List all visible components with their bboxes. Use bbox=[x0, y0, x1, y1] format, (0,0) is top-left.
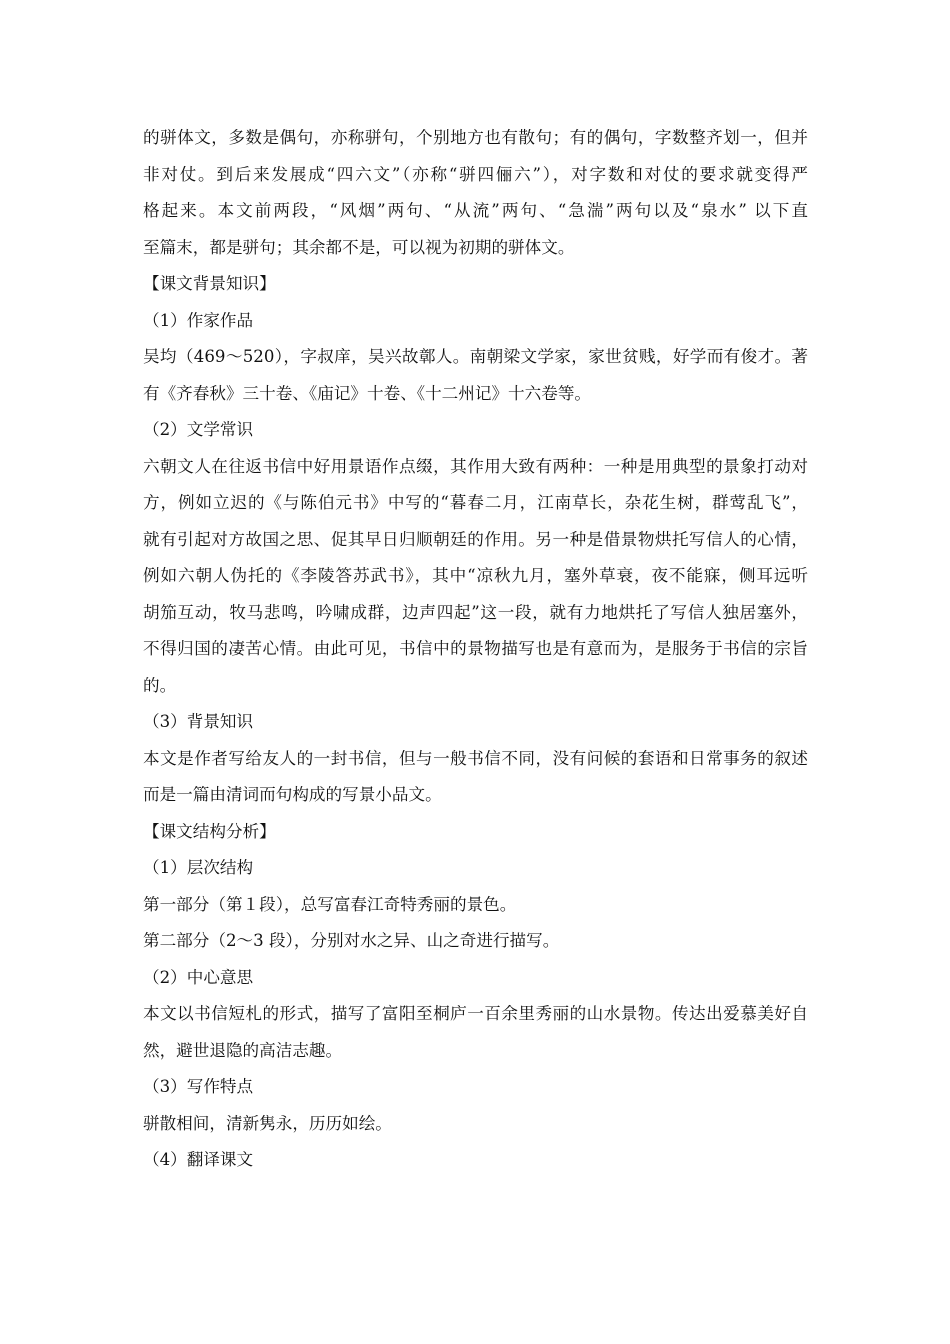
paragraph-line: 有《齐春秋》三十卷、《庙记》十卷、《十二州记》十六卷等。 bbox=[143, 383, 592, 403]
paragraph-line: 不得归国的凄苦心情。由此可见，书信中的景物描写也是有意而为，是服务于书信的宗旨 bbox=[143, 639, 808, 658]
paragraph-line: 本文是作者写给友人的一封书信，但与一般书信不同，没有问候的套语和日常事务的叙述 bbox=[143, 748, 808, 768]
paragraph-line: 第一部分（第１段），总写富春江奇特秀丽的景色。 bbox=[143, 894, 517, 914]
paragraph-line: 方，例如立迟的《与陈伯元书》中写的“暮春二月，江南草长，杂花生树，群莺乱飞”， bbox=[143, 493, 808, 512]
subheading-literary-knowledge: （2）文学常识 bbox=[143, 420, 254, 439]
subheading-author-works: （1）作家作品 bbox=[143, 310, 254, 330]
paragraph-line: 本文以书信短札的形式，描写了富阳至桐庐一百余里秀丽的山水景物。传达出爱慕美好自 bbox=[143, 1004, 808, 1023]
paragraph-line: 至篇末，都是骈句；其余都不是，可以视为初期的骈体文。 bbox=[143, 237, 575, 257]
subheading-hierarchy: （1）层次结构 bbox=[143, 858, 254, 877]
subheading-central-idea: （2）中心意思 bbox=[143, 967, 254, 987]
paragraph-line: 的。 bbox=[143, 675, 177, 695]
subheading-translation: （4）翻译课文 bbox=[143, 1150, 254, 1169]
paragraph-line: 胡笳互动，牧马悲鸣，吟啸成群，边声四起”这一段，就有力地烘托了写信人独居塞外， bbox=[143, 602, 808, 622]
paragraph-line: 例如六朝人伪托的《李陵答苏武书》，其中“凉秋九月，塞外草衰，夜不能寐，侧耳远听 bbox=[143, 566, 808, 585]
section-heading-structure: 【课文结构分析】 bbox=[143, 821, 276, 841]
subheading-background-knowledge: （3）背景知识 bbox=[143, 712, 254, 731]
paragraph-line: 而是一篇由清词而句构成的写景小品文。 bbox=[143, 785, 442, 804]
paragraph-line: 然，避世退隐的高洁志趣。 bbox=[143, 1040, 343, 1060]
paragraph-line: 六朝文人在往返书信中好用景语作点缀，其作用大致有两种：一种是用典型的景象打动对 bbox=[143, 456, 808, 476]
paragraph-line: 第二部分（2～3 段），分别对水之异、山之奇进行描写。 bbox=[143, 931, 560, 950]
subheading-writing-features: （3）写作特点 bbox=[143, 1077, 254, 1096]
document-page bbox=[143, 120, 808, 1179]
paragraph-line: 格起来。本文前两段，“风烟”两句、“从流”两句、“急湍”两句以及“泉水” 以下直 bbox=[143, 201, 808, 220]
section-heading-background: 【课文背景知识】 bbox=[143, 274, 276, 293]
paragraph-line: 非对仗。到后来发展成“四六文”（亦称“骈四俪六”），对字数和对仗的要求就变得严 bbox=[143, 164, 808, 184]
paragraph-line: 骈散相间，清新隽永，历历如绘。 bbox=[143, 1113, 392, 1133]
paragraph-line: 就有引起对方故国之思、促其早日归顺朝廷的作用。另一种是借景物烘托写信人的心情， bbox=[143, 529, 808, 549]
paragraph-line: 吴均（469～520），字叔庠，吴兴故鄣人。南朝梁文学家，家世贫贱，好学而有俊才。著 bbox=[143, 347, 808, 366]
paragraph-line: 的骈体文，多数是偶句，亦称骈句，个别地方也有散句；有的偶句，字数整齐划一，但并 bbox=[143, 128, 808, 147]
